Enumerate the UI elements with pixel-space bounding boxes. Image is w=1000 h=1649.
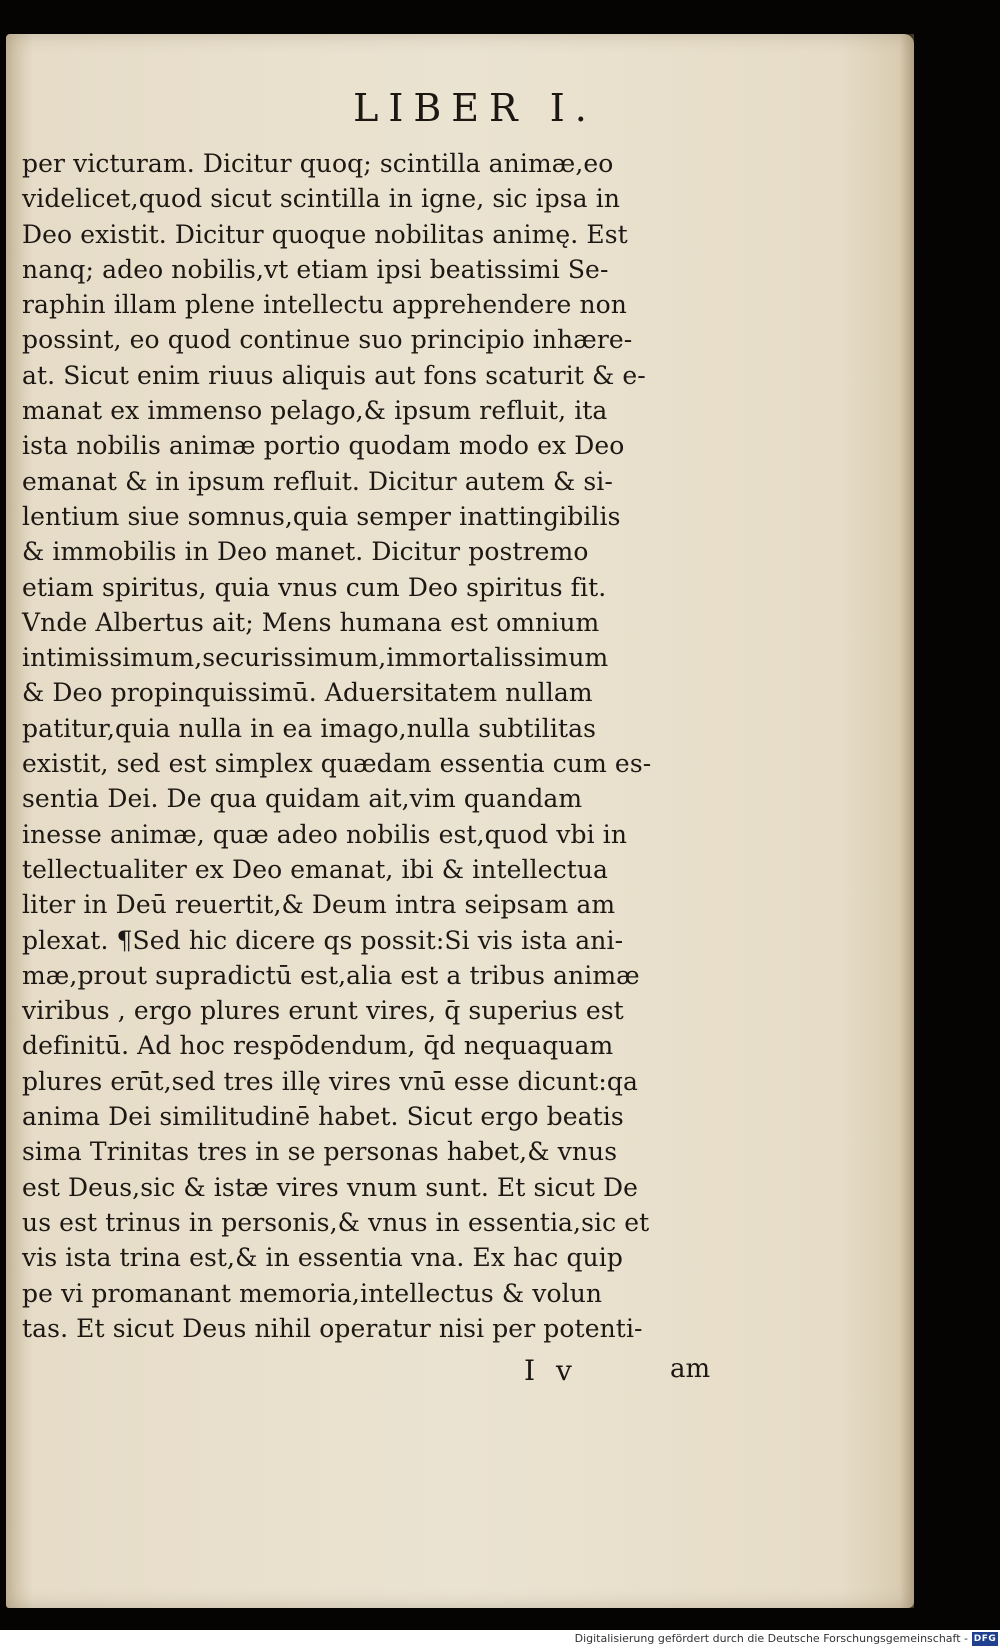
text-line: tas. Et sicut Deus nihil operatur nisi per potenti- [22,1313,643,1343]
text-line: Deo existit. Dicitur quoque nobilitas animę. Est [22,219,628,249]
dfg-logo: DFG [973,1634,997,1644]
text-line: liter in Deū reuertit,& Deum intra seipsam am [22,890,616,920]
text-line: emanat & in ipsum refluit. Dicitur autem & si- [22,466,613,496]
text-line: Vnde Albertus ait; Mens humana est omnium [22,607,600,637]
page-edge-shadow [900,34,914,1608]
text-line: at. Sicut enim riuus aliquis aut fons scaturit & e- [22,360,646,390]
running-head: LIBER I. [353,86,597,130]
text-line: inesse animæ, quæ adeo nobilis est,quod vbi in [22,819,628,849]
text-line: intimissimum,securissimum,immortalissimum [22,643,609,673]
text-line: & Deo propinquissimū. Aduersitatem nullam [22,678,593,708]
text-line: possint, eo quod continue suo principio inhære- [22,325,633,355]
text-line: plexat. ¶Sed hic dicere qs possit:Si vis ista ani- [22,925,624,955]
text-line: raphin illam plene intellectu apprehendere non [22,290,628,320]
text-line: patitur,quia nulla in ea imago,nulla subtilitas [22,713,597,743]
text-line: viribus , ergo plures erunt vires, q̄ superius est [22,996,624,1026]
text-line: vis ista trina est,& in essentia vna. Ex hac quip [22,1243,623,1273]
catchword: am [670,1354,711,1384]
text-line: & immobilis in Deo manet. Dicitur postremo [22,537,589,567]
signature-mark: I v [524,1354,578,1387]
text-line: tellectualiter ex Deo emanat, ibi & intellectua [22,854,609,884]
text-line: anima Dei similitudinē habet. Sicut ergo beatis [22,1102,624,1132]
text-line: nanq; adeo nobilis,vt etiam ipsi beatissimi Se- [22,254,609,284]
text-line: videlicet,quod sicut scintilla in igne, sic ipsa in [22,184,621,214]
text-line: mæ,prout supradictū est,alia est a tribus animæ [22,960,640,990]
text-line: sentia Dei. De qua quidam ait,vim quandam [22,784,583,814]
text-block [22,146,742,1346]
book-page [6,34,914,1608]
text-line: existit, sed est simplex quædam essentia cum es- [22,749,652,779]
text-line: sima Trinitas tres in se personas habet,& vnus [22,1137,618,1167]
text-line: est Deus,sic & istæ vires vnum sunt. Et sicut De [22,1172,639,1202]
text-line: definitū. Ad hoc respōdendum, q̄d nequaquam [22,1031,614,1061]
text-line: per victuram. Dicitur quoq; scintilla animæ,eo [22,149,614,178]
text-line: lentium siue somnus,quia semper inattingibilis [22,501,621,531]
footer-bar [0,1630,1000,1649]
text-line: etiam spiritus, quia vnus cum Deo spiritus fit. [22,572,607,602]
text-line: ista nobilis animæ portio quodam modo ex Deo [22,431,625,461]
text-line: plures erūt,sed tres illę vires vnū esse dicunt:qa [22,1066,639,1096]
funding-credit: Digitalisierung gefördert durch die Deutsche Forschungsgemeinschaft - [574,1632,968,1645]
text-line: us est trinus in personis,& vnus in essentia,sic et [22,1207,650,1237]
text-line: pe vi promanant memoria,intellectus & volun [22,1278,603,1308]
text-line: manat ex immenso pelago,& ipsum refluit, ita [22,396,608,426]
